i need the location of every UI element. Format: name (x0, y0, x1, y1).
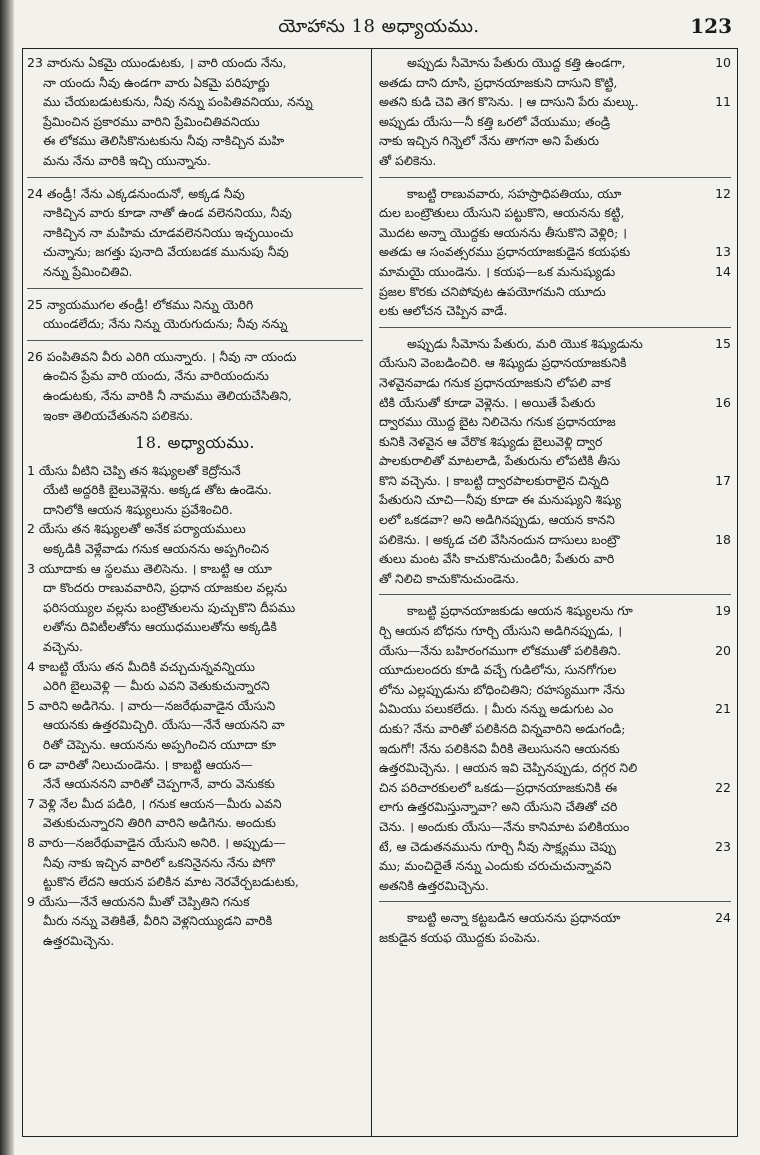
verse-text: అతడు ఆ సంవత్సరము ప్రధానయాజకుడైన కయఫకు (379, 244, 631, 260)
verse-line (379, 471, 731, 491)
paragraph-separator (27, 288, 363, 289)
verse-text: అతడు దాని దూసి, ప్రధానయాజకుని దాసుని కొట్టి, (379, 74, 618, 90)
verse-text: ట్టుకొన లేదని ఆయన పలికిన మాట నెరవేర్చబడుటకు, (43, 874, 299, 890)
verse-text: దా కొందరు రాణువవారిని, ప్రధాన యాజకుల వల్లను (43, 580, 288, 596)
verse-line (379, 301, 731, 321)
verse-text: తండ్రీ! నేను ఎక్కడనుందునో, అక్కడ నీవు (46, 185, 245, 201)
verse-line (27, 184, 363, 204)
verse-line (27, 715, 363, 735)
verse-text: ఎరిగి బైలువెళ్లి — మీరు ఎవని వెతుకుచున్నారని (43, 678, 270, 694)
verse-line (27, 833, 363, 853)
verse-text: లతోను దివిటీలతోను ఆయుధములతోను అక్కడికి (43, 619, 277, 635)
verse-line (27, 696, 363, 716)
verse-line (379, 510, 731, 530)
verse-number: 3 (27, 560, 35, 576)
verse-text: న్యాయముగల తండ్రీ! లోకము నిన్ను యెరిగి (46, 296, 254, 312)
verse-text: వారును ఏకమై యుండుటకు, । వారి యందు నేను, (46, 55, 287, 70)
verse (27, 755, 363, 794)
verse-text: దానిలోకి ఆయన శిష్యులును ప్రవేశించిరి. (43, 501, 233, 517)
verse-text: మీరు నన్ను వెతికితే, వీరిని వెళ్లనియ్యుడని వారికి (43, 913, 273, 929)
verse-line (27, 386, 363, 406)
verse-text: కాబట్టి యేసు తన మీదికి వచ్చుచున్నవన్నియు (38, 658, 255, 674)
verse-line (27, 461, 363, 481)
verse-line (27, 853, 363, 873)
verse-number: 20 (715, 642, 731, 658)
verse-line (379, 530, 731, 550)
verse-text: ఆయనకు ఉత్తరమిచ్చిరి. యేసు—నేనే ఆయనని వా (43, 717, 285, 733)
verse-line (27, 637, 363, 657)
chapter-heading: 18. అధ్యాయము. (135, 433, 255, 453)
verse-line (27, 578, 363, 598)
verse-number: 23 (27, 55, 43, 70)
verse-line (379, 856, 731, 876)
verse-text: నేనే ఆయననని వారితో చెప్పగానే, వారు వెనుకకు (43, 776, 275, 792)
verse-text: యుండలేదు; నేను నిన్ను యెరుగుదును; నీవు నన్ను (43, 316, 288, 332)
verse-text: తో నిలిచి కాచుకొనుచుండెను. (379, 570, 520, 586)
verse-text: మను నేను వారికి ఇచ్చి యున్నాను. (43, 152, 211, 168)
verse-line (27, 657, 363, 677)
verse-number: 2 (27, 521, 35, 537)
verse-text: నన్ను ప్రేమించితివి. (43, 263, 133, 279)
page-header (22, 8, 736, 48)
verse-line (27, 112, 363, 132)
verse-line (27, 73, 363, 93)
verse-line (379, 73, 731, 93)
verse (27, 559, 363, 657)
verse-text: ర్చి ఆయన బోధను గూర్చి యేసుని అడిగినప్పుడు, । (379, 623, 623, 639)
verse-text: పాలకురాలితో మాటలాడి, పేతురును లోపటికి తీసు (379, 453, 621, 469)
verse-line (379, 373, 731, 393)
verse-text: వెళ్లి నేల మీద పడిరి, । గనుక ఆయన—మీరు ఎవని (38, 795, 282, 811)
verse-text: యేటి అద్దరికి బైలువెళ్లెను. అక్కడ తోట ఉండెను. (43, 482, 272, 498)
verse-text: నాకిచ్చిన నా మహిమ చూడవలెననియు ఇచ్ఛయించు (43, 224, 294, 240)
verse-line (27, 519, 363, 539)
verse-line (27, 480, 363, 500)
verse-number: 10 (715, 55, 731, 70)
verse-line (379, 908, 731, 928)
column-divider (371, 49, 372, 1136)
verse-text: కునికి నెళవైన ఆ వేరొక శిష్యుడు బైలువెళ్లి ద్వార (379, 433, 603, 449)
verse-number: 13 (715, 244, 731, 260)
verse-line (379, 876, 731, 896)
verse-text: ఏమియు పలుకలేదు. । మీరు నన్ను అడుగుట ఎం (379, 701, 614, 717)
verse-line (379, 928, 731, 948)
verse-text: అప్పుడు సీమోను పేతురు, మరి యొక శిష్యుడును (407, 335, 643, 351)
verse-text: అప్పుడు సీమోను పేతురు యొద్ద కత్తి ఉండగా, (407, 55, 626, 70)
verse-text: డా వారితో నిలుచుండెను. । కాబట్టి ఆయన— (38, 756, 253, 772)
verse-line (379, 621, 731, 641)
verse (27, 519, 363, 558)
verse-line (379, 817, 731, 837)
verse-text: యూదాకు ఆ స్థలము తెలిసెను. । కాబట్టి ఆ యూ (38, 560, 272, 576)
verse-number: 11 (715, 94, 731, 110)
verse-paragraph (379, 334, 731, 589)
verse-line (379, 451, 731, 471)
verse-number: 1 (27, 462, 35, 478)
verse-number: 19 (715, 603, 731, 619)
verse-line (379, 242, 731, 262)
verse-number: 5 (27, 697, 35, 713)
verse-line (379, 131, 731, 151)
verse-line (379, 282, 731, 302)
verse-text: ఇదుగో! నేను పలికినవి వీరికి తెలుసునని ఆయనకు (379, 740, 620, 756)
left-column (27, 53, 363, 951)
verse (27, 833, 363, 892)
verse-line (379, 758, 731, 778)
page-number: 123 (690, 14, 732, 38)
verse-text: వారిని అడిగెను. । వారు—నజరేథువాడైన యేసుని (38, 697, 276, 713)
verse-text: ఉత్తరమిచ్చెను. (43, 932, 115, 948)
verse-line (379, 778, 731, 798)
verse-line (379, 353, 731, 373)
verse-text: అప్పుడు యేసు—నీ కత్తి ఒరలో వేయుము; తండ్రి (379, 113, 611, 129)
verse-number: 15 (715, 335, 731, 351)
verse-text: తులు మంట వేసి కాచుకొనుచుండిరి; పేతురు వారి (379, 551, 615, 567)
verse-number: 26 (27, 348, 43, 364)
verse-number: 21 (715, 701, 731, 717)
verse-text: నాకు ఇచ్చిన గిన్నెలో నేను తాగనా అని పేతురు (379, 133, 600, 149)
verse-line (379, 262, 731, 282)
paragraph-separator (27, 340, 363, 341)
verse-line (379, 490, 731, 510)
verse-line (27, 931, 363, 951)
verse-text: నాకిచ్చిన వారు కూడా నాతో ఉండ వలెననియు, నీవు (43, 205, 292, 221)
verse-line (27, 314, 363, 334)
verse-text: ఈ లోకము తెలిసికొనుటకును నీవు నాకిచ్చిన మహి (43, 133, 285, 149)
verse-line (379, 797, 731, 817)
verse-text: నెళవైనవాడు గనుక ప్రధానయాజకుని లోపలి వాక (379, 374, 611, 390)
verse-text: లోను ఎల్లప్పుడును బోధించితిని; రహస్యముగా నేను (379, 681, 625, 697)
verse-text: ద్వారము యొద్ద బైట నిలిచెను గనుక ప్రధానయాజ (379, 414, 616, 430)
verse-text: ప్రేమించిన ప్రకారము వారిని ప్రేమించితివనియు (43, 113, 260, 129)
verse-text: టికి యేసుతో కూడా వెళ్లెను. । అయితే పేతురు (379, 394, 596, 410)
verse-number: 8 (27, 834, 35, 850)
verse-text: వచ్చెను. (43, 639, 83, 655)
verse-text: చిన పరిచారకులలో ఒకడు—ప్రధానయాజకునికి ఈ (379, 779, 618, 795)
verse (27, 696, 363, 755)
verse-text: మొదట అన్నా యొద్దకు ఆయనను తీసుకొని వెళ్లిరి; । (379, 224, 627, 240)
verse-number: 16 (715, 394, 731, 410)
verse-line (379, 601, 731, 621)
running-title: యోహాను 18 అధ్యాయము. (278, 16, 480, 37)
verse-line (379, 53, 731, 73)
verse-text: వారు—నజరేథువాడైన యేసుని అనిరి. । అప్పుడు— (38, 834, 286, 850)
book-binding-edge (0, 0, 14, 1155)
verse-line (27, 539, 363, 559)
verse-line (379, 837, 731, 857)
verse-number: 7 (27, 795, 35, 811)
verse-line (27, 911, 363, 931)
verse-paragraph (379, 908, 731, 947)
verse-text: రితో చెప్పెను. ఆయనను అప్పగించిన యూదా కూ (43, 737, 277, 752)
verse-text: యేసు—నేను బహిరంగముగా లోకముతో పలికితిని. (379, 642, 622, 658)
page-frame (22, 48, 738, 1137)
verse-paragraph (379, 601, 731, 895)
verse-line (27, 794, 363, 814)
verse-line (379, 569, 731, 589)
verse-line (27, 617, 363, 637)
verse-line (27, 223, 363, 243)
verse-line (379, 92, 731, 112)
verse-line (379, 699, 731, 719)
verse-text: కాబట్టి ప్రధానయాజకుడు ఆయన శిష్యులను గూ (407, 603, 633, 619)
verse-number: 12 (715, 185, 731, 201)
verse-line (27, 872, 363, 892)
verse-number: 25 (27, 296, 43, 312)
verse-line (27, 262, 363, 282)
verse-line (379, 432, 731, 452)
verse-text: యేసు తన శిష్యులతో అనేక పర్యాయములు (38, 521, 246, 537)
verse-text: యేసుని వెంబడించిరి. ఆ శిష్యుడు ప్రధానయాజకునికి (379, 355, 627, 371)
verse-number: 17 (715, 472, 731, 488)
verse-text: తో పలికెను. (379, 152, 437, 168)
verse-text: లకు ఆలోచన చెప్పిన వాడే. (379, 303, 508, 319)
verse-line (379, 223, 731, 243)
verse-line (27, 92, 363, 112)
verse-line (27, 406, 363, 426)
verse-line (379, 719, 731, 739)
verse-line (379, 151, 731, 171)
verse-line (27, 366, 363, 386)
verse-line (27, 131, 363, 151)
paragraph-separator (379, 594, 731, 595)
verse-line (27, 53, 363, 73)
verse-line (27, 559, 363, 579)
verse-line (379, 112, 731, 132)
verse (27, 347, 363, 425)
verse-text: ప్రజల కొరకు చనిపోవుట ఉపయోగమని యూదు (379, 283, 606, 299)
verse (27, 657, 363, 696)
verse-text: ఉంచిన ప్రేమ వారి యందు, నేను వారియందును (43, 368, 269, 384)
verse-text: ము; మంచిదైతే నన్ను ఎందుకు చరుచుచున్నావని (379, 858, 612, 874)
verse-text: నీవు నాకు ఇచ్చిన వారిలో ఒకనినైనను నేను పోగొ (43, 854, 275, 870)
verse-line (27, 676, 363, 696)
paragraph-separator (379, 177, 731, 178)
verse-number: 14 (715, 263, 731, 279)
verse-line (27, 774, 363, 794)
verse-line (27, 203, 363, 223)
verse-line (379, 641, 731, 661)
verse-number: 23 (715, 838, 731, 854)
verse-number: 24 (715, 910, 731, 926)
verse-text: లాగు ఉత్తరమిస్తున్నావా? అని యేసుని చేతితో చరి (379, 799, 618, 815)
verse-text: దుల బంట్రౌతులు యేసుని పట్టుకొని, ఆయనను కట్టి, (379, 205, 625, 221)
verse-text: పేతురుని చూచి—నీవు కూడా ఈ మనుష్యుని శిష్యు (379, 492, 622, 508)
verse-text: చున్నాను; జగత్తు పునాది వేయబడక మునుపు నీవు (43, 244, 289, 260)
verse-paragraph (379, 53, 731, 171)
verse-text: కాబట్టి రాణువవారు, సహస్రాధిపతియు, యూ (407, 185, 622, 201)
verse-text: అక్కడికి వెళ్లేవాడు గనుక ఆయనను అప్పగించిన (43, 541, 270, 557)
verse-text: పలికెను. । అక్కడ చలి వేసినందున దాసులు బంట్రౌ (379, 531, 620, 547)
verse-number: 9 (27, 893, 35, 909)
verse-text: ఉండుటకు, నేను వారికి నీ నామము తెలియచేసితిని, (43, 387, 292, 403)
verse-line (27, 295, 363, 315)
verse (27, 461, 363, 520)
verse-paragraph (379, 184, 731, 321)
verse-text: ము చేయబడుటకును, నీవు నన్ను పంపితివనియు, నన్ను (43, 94, 313, 110)
verse-text: కాబట్టి అన్నా కట్టబడిన ఆయనను ప్రధానయా (407, 910, 621, 926)
verse-line (379, 680, 731, 700)
right-column (379, 53, 731, 948)
verse-line (379, 660, 731, 680)
verse-text: ఫరిసయ్యుల వల్లను బంట్రౌతులను పుచ్చుకొని దీపము (43, 599, 296, 615)
verse-text: మామయై యుండెను. । కయఫ—ఒక మనుష్యుడు (379, 263, 616, 279)
verse-line (27, 735, 363, 755)
verse-text: యేసు—నేనే ఆయనని మీతో చెప్పితిని గనుక (38, 893, 250, 909)
verse-text: అతనికి ఉత్తరమిచ్చెను. (379, 877, 489, 893)
verse-line (379, 412, 731, 432)
paragraph-separator (379, 327, 731, 328)
verse-line (27, 598, 363, 618)
verse-line (27, 892, 363, 912)
verse-number: 18 (715, 531, 731, 547)
verse-line (27, 500, 363, 520)
verse (27, 53, 363, 171)
verse-text: వెతుకుచున్నారని తిరిగి వారిని అడిగెను. అందుకు (43, 815, 276, 831)
verse-line (379, 184, 731, 204)
verse-text: టే, ఆ చెడుతనమును గూర్చి నీవు సాక్ష్యము చెప్పు (379, 838, 616, 854)
verse-line (379, 393, 731, 413)
verse-text: జకుడైన కయఫ యొద్దకు పంపెను. (379, 929, 541, 945)
paragraph-separator (379, 901, 731, 902)
verse-text: ఇంకా తెలియచేతునని పలికెను. (43, 407, 194, 423)
verse-line (27, 347, 363, 367)
verse-text: యేసు వీటిని చెప్పి తన శిష్యులతో కెద్రోనునే (38, 462, 241, 478)
verse-line (27, 151, 363, 171)
verse (27, 794, 363, 833)
verse-text: దుకు? నేను వారితో పలికినది విన్నవారిని అడుగండి; (379, 721, 626, 736)
verse-line (379, 739, 731, 759)
verse-line (379, 203, 731, 223)
verse-text: కొని వచ్చెను. । కాబట్టి ద్వారపాలకురాలైన చిన్నది (379, 472, 609, 488)
verse (27, 892, 363, 951)
verse-text: చెను. । అందుకు యేసు—నేను కానిమాట పలికియుం (379, 818, 630, 834)
verse-line (27, 242, 363, 262)
verse-line (379, 334, 731, 354)
verse (27, 295, 363, 334)
verse (27, 184, 363, 282)
paragraph-separator (27, 177, 363, 178)
verse-text: ఉత్తరమిచ్చెను. । ఆయన ఇవి చెప్పినప్పుడు, దగ్గర నిలి (379, 760, 638, 776)
verse-text: అతని కుడి చెవి తెగ కొసెను. । ఆ దాసుని పేరు మల్కు. (379, 94, 639, 110)
verse-number: 6 (27, 756, 35, 772)
verse-text: నా యందు నీవు ఉండగా వారు ఏకమై పరిపూర్ణు (43, 74, 270, 90)
verse-text: యూదులందరు కూడి వచ్చే గుడిలోను, సునగోగుల (379, 662, 617, 678)
verse-text: లలో ఒకడవా? అని అడిగినప్పుడు, ఆయన కానని (379, 512, 615, 528)
verse-line (27, 755, 363, 775)
verse-number: 24 (27, 185, 43, 201)
verse-number: 4 (27, 658, 35, 674)
verse-number: 22 (715, 779, 731, 795)
verse-line (379, 549, 731, 569)
verse-line (27, 813, 363, 833)
verse-text: పంపితివని వీరు ఎరిగి యున్నారు. । నీవు నా యందు (46, 348, 297, 364)
